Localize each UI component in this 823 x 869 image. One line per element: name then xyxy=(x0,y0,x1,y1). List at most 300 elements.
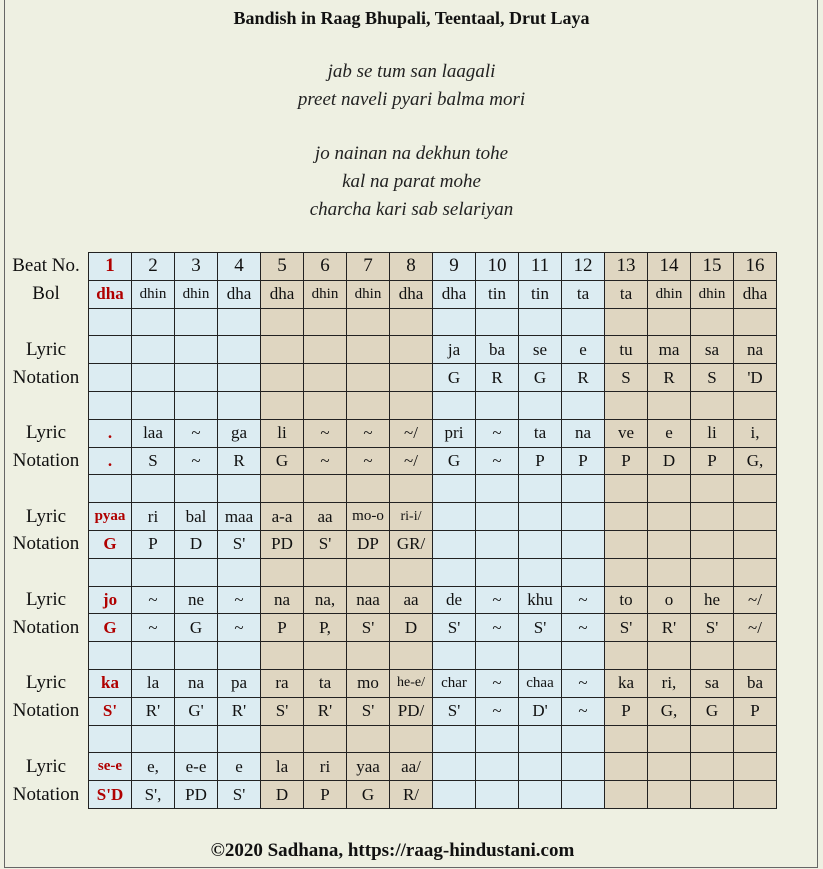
spacer-row-cell xyxy=(433,475,476,503)
lyric-row-cell: se xyxy=(519,336,562,364)
lyric-row-label: Lyric xyxy=(25,588,67,610)
spacer-row-label xyxy=(4,391,89,419)
lyric-row-cell: khu xyxy=(519,586,562,614)
bol-row-cell: ta xyxy=(605,280,648,308)
beat-row-cell: 12 xyxy=(562,253,605,281)
lyric-row-cell: laa xyxy=(132,419,175,447)
lyric-row-cell: ~/ xyxy=(390,419,433,447)
spacer-row xyxy=(4,391,777,419)
notation-row-cell: S' xyxy=(218,530,261,558)
notation-row-cell: R xyxy=(218,447,261,475)
spacer-row-label xyxy=(4,558,89,586)
notation-row-cell: ~ xyxy=(132,614,175,642)
notation-row-cell: R' xyxy=(304,697,347,725)
spacer-row-cell xyxy=(261,308,304,336)
spacer-row-cell xyxy=(605,475,648,503)
lyric-row-cell: ga xyxy=(218,419,261,447)
notation-row-cell: D' xyxy=(519,697,562,725)
lyric-row-cell: he-e/ xyxy=(390,669,433,697)
spacer-row-cell xyxy=(132,308,175,336)
lyric-row-cell xyxy=(261,336,304,364)
spacer-row xyxy=(4,308,777,336)
spacer-row-cell xyxy=(476,642,519,670)
notation-row-cell: P xyxy=(562,447,605,475)
spacer-row-cell xyxy=(304,391,347,419)
lyric-row-cell xyxy=(433,753,476,781)
bol-row-cell: dhin xyxy=(304,280,347,308)
lyrics-verse-2 xyxy=(0,140,823,224)
notation-row-cell xyxy=(261,364,304,392)
lyric-row-cell: aa xyxy=(390,586,433,614)
spacer-row-cell xyxy=(304,558,347,586)
lyric-row-cell xyxy=(562,753,605,781)
beat-row-cell: 14 xyxy=(648,253,691,281)
bol-row-cell: dhin xyxy=(691,280,734,308)
notation-row-cell: R xyxy=(648,364,691,392)
spacer-row-cell xyxy=(304,475,347,503)
lyric-row-cell xyxy=(433,503,476,531)
lyrics-line: jab se tum san laagali xyxy=(327,61,496,82)
notation-row-cell xyxy=(304,364,347,392)
lyric-row-cell: aa/ xyxy=(390,753,433,781)
lyric-row-cell xyxy=(476,503,519,531)
bol-row-cell: dhin xyxy=(132,280,175,308)
beat-row-cell: 2 xyxy=(132,253,175,281)
spacer-row-cell xyxy=(691,725,734,753)
spacer-row-cell xyxy=(132,475,175,503)
spacer-row-cell xyxy=(734,642,777,670)
notation-row-cell xyxy=(347,364,390,392)
spacer-row-cell xyxy=(347,725,390,753)
beat-row xyxy=(4,253,777,281)
lyric-row-cell: ~ xyxy=(218,586,261,614)
notation-row-cell: R xyxy=(562,364,605,392)
lyric-row-cell: ~ xyxy=(476,669,519,697)
lyric-row-cell: i, xyxy=(734,419,777,447)
lyric-row-cell: a-a xyxy=(261,503,304,531)
spacer-row-cell xyxy=(390,308,433,336)
lyric-row-cell: e-e xyxy=(175,753,218,781)
notation-row-cell: PD xyxy=(175,781,218,809)
spacer-row-cell xyxy=(261,391,304,419)
lyric-row-cell xyxy=(218,336,261,364)
lyric-row-cell: ~ xyxy=(132,586,175,614)
notation-row-cell xyxy=(562,530,605,558)
spacer-row-cell xyxy=(605,725,648,753)
spacer-row xyxy=(4,642,777,670)
notation-row-cell: ~ xyxy=(218,614,261,642)
notation-row xyxy=(4,530,777,558)
notation-row-cell: ~ xyxy=(562,697,605,725)
notation-row-cell: ~ xyxy=(476,697,519,725)
lyric-row-cell: na xyxy=(562,419,605,447)
lyric-row-cell xyxy=(605,753,648,781)
lyric-row-cell: sa xyxy=(691,336,734,364)
notation-row-cell xyxy=(433,781,476,809)
spacer-row xyxy=(4,558,777,586)
notation-row-cell: S' xyxy=(304,530,347,558)
lyric-row-cell: ma xyxy=(648,336,691,364)
lyric-row xyxy=(4,503,777,531)
notation-row-label: Notation xyxy=(12,366,80,388)
lyric-row-cell: o xyxy=(648,586,691,614)
lyric-row-cell: pa xyxy=(218,669,261,697)
spacer-row-cell xyxy=(734,391,777,419)
bol-row xyxy=(4,280,777,308)
lyric-row-cell: aa xyxy=(304,503,347,531)
notation-row-cell xyxy=(734,530,777,558)
lyric-row-cell: ba xyxy=(734,669,777,697)
spacer-row-label xyxy=(4,642,89,670)
lyric-row-cell: to xyxy=(605,586,648,614)
lyric-row-cell xyxy=(562,503,605,531)
lyric-row-cell: li xyxy=(691,419,734,447)
spacer-row-cell xyxy=(519,391,562,419)
lyric-row-cell: ri, xyxy=(648,669,691,697)
lyric-row-cell: ka xyxy=(605,669,648,697)
notation-row-cell: S xyxy=(605,364,648,392)
spacer-row-cell xyxy=(519,725,562,753)
spacer-row-cell xyxy=(648,475,691,503)
beat-row-cell: 16 xyxy=(734,253,777,281)
spacer-row-cell xyxy=(390,475,433,503)
spacer-row-cell xyxy=(390,391,433,419)
notation-row-cell xyxy=(648,530,691,558)
bol-row-cell: dha xyxy=(261,280,304,308)
notation-row-cell: 'D xyxy=(734,364,777,392)
lyric-row-cell xyxy=(175,336,218,364)
beat-row-cell: 1 xyxy=(89,253,132,281)
spacer-row-cell xyxy=(304,308,347,336)
bol-row-cell: tin xyxy=(476,280,519,308)
lyric-row-cell: ri-i/ xyxy=(390,503,433,531)
spacer-row-cell xyxy=(261,475,304,503)
notation-row xyxy=(4,614,777,642)
spacer-row xyxy=(4,725,777,753)
notation-row-cell: S' xyxy=(605,614,648,642)
spacer-row-cell xyxy=(218,308,261,336)
lyric-row-cell xyxy=(519,753,562,781)
spacer-row-cell xyxy=(347,308,390,336)
spacer-row-cell xyxy=(476,391,519,419)
lyric-row-cell: mo xyxy=(347,669,390,697)
spacer-row-cell xyxy=(433,558,476,586)
notation-row-cell xyxy=(390,364,433,392)
spacer-row-cell xyxy=(175,642,218,670)
spacer-row-cell xyxy=(691,642,734,670)
lyric-row-cell: e xyxy=(562,336,605,364)
notation-row-cell: G, xyxy=(734,447,777,475)
notation-row-cell: R xyxy=(476,364,519,392)
lyric-row-cell: ~ xyxy=(175,419,218,447)
notation-row-cell: P xyxy=(519,447,562,475)
notation-row-cell: S' xyxy=(218,781,261,809)
notation-row-cell: S' xyxy=(89,697,132,725)
spacer-row-cell xyxy=(734,475,777,503)
bol-row-cell: ta xyxy=(562,280,605,308)
spacer-row-cell xyxy=(132,391,175,419)
notation-row-cell: ~ xyxy=(476,614,519,642)
lyric-row-label: Lyric xyxy=(25,338,67,360)
lyric-row-cell: ta xyxy=(519,419,562,447)
spacer-row-cell xyxy=(562,558,605,586)
bol-row-cell: dhin xyxy=(648,280,691,308)
lyric-row-label: Lyric xyxy=(25,505,67,527)
spacer-row-cell xyxy=(89,308,132,336)
notation-row-label: Notation xyxy=(12,616,80,638)
notation-row-cell: G xyxy=(89,614,132,642)
spacer-row-cell xyxy=(175,308,218,336)
spacer-row-cell xyxy=(218,725,261,753)
spacer-row-cell xyxy=(390,725,433,753)
spacer-row-cell xyxy=(175,391,218,419)
spacer-row-cell xyxy=(261,642,304,670)
notation-row-cell: S' xyxy=(347,614,390,642)
notation-row-cell: R' xyxy=(218,697,261,725)
lyric-row-cell: ne xyxy=(175,586,218,614)
lyric-row-cell xyxy=(89,336,132,364)
spacer-row-cell xyxy=(261,725,304,753)
notation-row xyxy=(4,781,777,809)
spacer-row-cell xyxy=(175,558,218,586)
lyrics-line: charcha kari sab selariyan xyxy=(309,199,514,220)
lyric-row-cell: chaa xyxy=(519,669,562,697)
notation-row xyxy=(4,447,777,475)
beat-row-cell: 11 xyxy=(519,253,562,281)
notation-row-cell xyxy=(519,530,562,558)
bol-row-cell: dha xyxy=(89,280,132,308)
lyric-row-cell: sa xyxy=(691,669,734,697)
notation-row-cell xyxy=(605,530,648,558)
lyric-row-cell xyxy=(347,336,390,364)
spacer-row-cell xyxy=(734,308,777,336)
notation-row-cell xyxy=(175,364,218,392)
notation-row-label: Notation xyxy=(12,449,80,471)
notation-row-cell: S'D xyxy=(89,781,132,809)
beat-row-cell: 15 xyxy=(691,253,734,281)
spacer-row-cell xyxy=(476,558,519,586)
beat-row-cell: 5 xyxy=(261,253,304,281)
lyric-row-cell xyxy=(734,503,777,531)
notation-row-cell xyxy=(132,364,175,392)
spacer-row-cell xyxy=(476,475,519,503)
lyric-row-cell: ~ xyxy=(476,419,519,447)
lyric-row-cell: mo-o xyxy=(347,503,390,531)
notation-row-cell: S' xyxy=(433,614,476,642)
spacer-row-cell xyxy=(691,475,734,503)
spacer-row-cell xyxy=(89,475,132,503)
spacer-row-cell xyxy=(648,308,691,336)
notation-row-cell xyxy=(218,364,261,392)
notation-row-cell: P, xyxy=(304,614,347,642)
spacer-row-cell xyxy=(132,642,175,670)
lyric-row-cell: maa xyxy=(218,503,261,531)
lyric-row-cell: de xyxy=(433,586,476,614)
lyric-row-cell: ~ xyxy=(562,669,605,697)
notation-row-cell xyxy=(734,781,777,809)
spacer-row-cell xyxy=(433,725,476,753)
spacer-row-cell xyxy=(433,391,476,419)
spacer-row-cell xyxy=(648,725,691,753)
lyric-row-cell: li xyxy=(261,419,304,447)
lyrics-verse-1 xyxy=(0,58,823,114)
taal-table xyxy=(4,252,777,809)
spacer-row-cell xyxy=(691,391,734,419)
notation-row-cell: P xyxy=(691,447,734,475)
beat-row-cell: 6 xyxy=(304,253,347,281)
lyric-row-cell: la xyxy=(261,753,304,781)
notation-row-cell: R' xyxy=(648,614,691,642)
spacer-row-cell xyxy=(605,391,648,419)
spacer-row-cell xyxy=(89,642,132,670)
spacer-row-cell xyxy=(734,725,777,753)
notation-row-cell: R/ xyxy=(390,781,433,809)
notation-row-cell: D xyxy=(261,781,304,809)
notation-row-cell: ~ xyxy=(562,614,605,642)
spacer-row-cell xyxy=(347,391,390,419)
notation-row-cell: ~/ xyxy=(390,447,433,475)
beat-row-cell: 7 xyxy=(347,253,390,281)
notation-row-cell: S xyxy=(132,447,175,475)
lyric-row-cell: na, xyxy=(304,586,347,614)
lyric-row-cell: char xyxy=(433,669,476,697)
notation-row-cell xyxy=(476,781,519,809)
lyric-row-cell: pyaa xyxy=(89,503,132,531)
spacer-row-cell xyxy=(218,642,261,670)
spacer-row-cell xyxy=(734,558,777,586)
spacer-row-cell xyxy=(89,391,132,419)
lyric-row xyxy=(4,419,777,447)
lyric-row-cell: e, xyxy=(132,753,175,781)
spacer-row-cell xyxy=(519,642,562,670)
lyric-row-cell xyxy=(691,753,734,781)
lyric-row-cell: na xyxy=(261,586,304,614)
bol-row-cell: dhin xyxy=(347,280,390,308)
lyric-row-cell xyxy=(476,753,519,781)
notation-row-label: Notation xyxy=(12,700,80,722)
notation-row-cell: S' xyxy=(261,697,304,725)
beat-row-cell: 8 xyxy=(390,253,433,281)
notation-row-cell: G xyxy=(89,530,132,558)
notation-row-cell: S' xyxy=(691,614,734,642)
lyric-row-cell: ve xyxy=(605,419,648,447)
beat-row-cell: 13 xyxy=(605,253,648,281)
lyric-row-cell: ~ xyxy=(562,586,605,614)
spacer-row-cell xyxy=(89,725,132,753)
lyric-row-cell: e xyxy=(648,419,691,447)
notation-row-cell: P xyxy=(605,447,648,475)
spacer-row-cell xyxy=(648,642,691,670)
spacer-row-cell xyxy=(433,308,476,336)
notation-row-cell: G xyxy=(519,364,562,392)
bol-row-label: Bol xyxy=(32,283,60,305)
lyric-row-cell: he xyxy=(691,586,734,614)
beat-row-cell: 9 xyxy=(433,253,476,281)
bol-row-cell: dhin xyxy=(175,280,218,308)
spacer-row-label xyxy=(4,725,89,753)
beat-row-cell: 4 xyxy=(218,253,261,281)
spacer-row-cell xyxy=(89,558,132,586)
notation-row-cell: R' xyxy=(132,697,175,725)
notation-row-cell xyxy=(648,781,691,809)
lyric-row-cell xyxy=(390,336,433,364)
bol-row-cell: tin xyxy=(519,280,562,308)
lyric-row-cell: tu xyxy=(605,336,648,364)
notation-row-cell: ~/ xyxy=(734,614,777,642)
lyric-row-cell: ka xyxy=(89,669,132,697)
notation-row-cell: S' xyxy=(519,614,562,642)
bol-row-cell: dha xyxy=(734,280,777,308)
lyrics-line: jo nainan na dekhun tohe xyxy=(314,143,509,164)
lyric-row-cell: ta xyxy=(304,669,347,697)
spacer-row-cell xyxy=(648,558,691,586)
lyric-row-cell: na xyxy=(734,336,777,364)
lyric-row-cell: ~/ xyxy=(734,586,777,614)
notation-row-cell: PD/ xyxy=(390,697,433,725)
lyric-row-cell: pri xyxy=(433,419,476,447)
notation-row-cell xyxy=(519,781,562,809)
lyric-row-cell: se-e xyxy=(89,753,132,781)
notation-row-cell: P xyxy=(605,697,648,725)
spacer-row-cell xyxy=(648,391,691,419)
notation-row-label: Notation xyxy=(12,533,80,555)
spacer-row-cell xyxy=(691,308,734,336)
spacer-row-label xyxy=(4,475,89,503)
spacer-row-cell xyxy=(390,642,433,670)
lyric-row-cell: ~ xyxy=(476,586,519,614)
spacer-row-cell xyxy=(691,558,734,586)
notation-row-cell: G xyxy=(691,697,734,725)
lyric-row-label: Lyric xyxy=(25,422,67,444)
spacer-row-cell xyxy=(476,308,519,336)
lyric-row-cell: ra xyxy=(261,669,304,697)
notation-row-cell: ~ xyxy=(347,447,390,475)
notation-row-cell: S', xyxy=(132,781,175,809)
spacer-row xyxy=(4,475,777,503)
lyric-row-cell: jo xyxy=(89,586,132,614)
lyric-row-cell: e xyxy=(218,753,261,781)
notation-row-cell: P xyxy=(734,697,777,725)
spacer-row-cell xyxy=(218,475,261,503)
bol-row-cell: dha xyxy=(390,280,433,308)
notation-row-cell: ~ xyxy=(476,447,519,475)
notation-row-cell: D xyxy=(648,447,691,475)
lyric-row-cell: yaa xyxy=(347,753,390,781)
lyric-row-cell xyxy=(648,753,691,781)
lyric-row-cell: naa xyxy=(347,586,390,614)
spacer-row-cell xyxy=(605,308,648,336)
lyric-row xyxy=(4,586,777,614)
notation-row-cell xyxy=(691,530,734,558)
spacer-row-cell xyxy=(562,391,605,419)
spacer-row-cell xyxy=(175,725,218,753)
spacer-row-cell xyxy=(347,642,390,670)
beat-row-cell: 3 xyxy=(175,253,218,281)
notation-row-cell: D xyxy=(390,614,433,642)
notation-row-cell: P xyxy=(304,781,347,809)
spacer-row-cell xyxy=(519,308,562,336)
notation-row-cell: GR/ xyxy=(390,530,433,558)
spacer-row-cell xyxy=(605,558,648,586)
notation-row-cell: ~ xyxy=(175,447,218,475)
bol-row-cell: dha xyxy=(218,280,261,308)
lyric-row-cell: la xyxy=(132,669,175,697)
notation-row-cell: . xyxy=(89,447,132,475)
spacer-row-cell xyxy=(218,391,261,419)
spacer-row-cell xyxy=(132,725,175,753)
notation-row-cell: G xyxy=(433,447,476,475)
notation-row-cell: G xyxy=(261,447,304,475)
